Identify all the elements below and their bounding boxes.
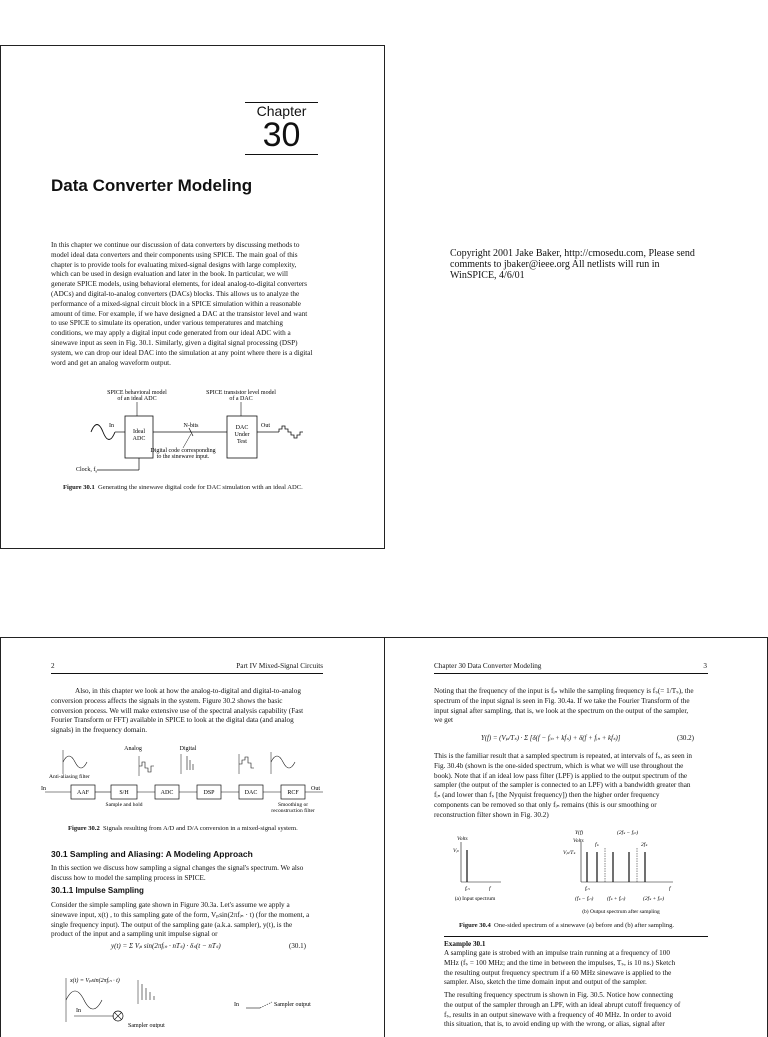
text-line: components can be removed so that only fᵢₙ remains (this is our smoothing or (434, 800, 657, 809)
text-line: book). Note that if an ideal low pass filter (LPF) is applied to the output spectrum of the (434, 771, 688, 780)
text-line: generate SPICE models, using behavioral elements, for ideal analog-to-digital converters (51, 280, 308, 289)
text-line: this situation, that is, to avoid ending up with the wrong, or alias, signal after (444, 1020, 665, 1029)
paragraph-1 (434, 687, 708, 726)
chapter-header: Chapter 30 Data Converter Modeling (434, 662, 542, 670)
f-label-2: f (669, 886, 671, 892)
header-rule (51, 673, 323, 674)
text-line: fₛ, results in an output sinewave with a frequency of 40 MHz. In order to avoid (444, 1010, 672, 1019)
fs-minus-label: (fₛ − fᵢₙ) (575, 896, 594, 902)
sample-hold-label: Sample and hold (105, 802, 143, 808)
text-line: discuss how to model the sampling process in SPICE. (51, 873, 206, 882)
text-line: we get (434, 716, 453, 725)
copyright-line: Copyright 2001 Jake Baker, http://cmosedu.com, Please send (450, 248, 695, 259)
text-line: product of the input and a sampling unit impulse signal or (51, 930, 218, 939)
adc-label: ADC (132, 436, 146, 442)
text-line: sampler. Also, sketch the time domain input and output of the sampler. (444, 978, 647, 987)
fs-plus-label: (fₛ + fᵢₙ) (607, 896, 626, 902)
sampler-output-label: Sampler output (128, 1023, 165, 1028)
subsection-paragraph (51, 901, 323, 940)
two-fs-plus-label: (2fₛ + fᵢₙ) (643, 896, 665, 902)
transistor-label-2: of a DAC (229, 396, 253, 402)
behavioral-label-2: of an ideal ADC (117, 396, 157, 402)
equation-30-2: Y(f) = (Vₚ/Tₛ) · Σ [δ(f − fᵢₙ + kfₛ) + δ(f + fᵢₙ + kfₛ)] (481, 735, 621, 742)
text-line: Fig. 30.4b (shown is the one-sided spectrum, which is what we will use throughout the (434, 761, 684, 770)
text-line: (ADCs) and digital-to-analog converters (DACs) blocks. This allows us to analyze the (51, 289, 300, 298)
chapter-rule-bottom (245, 154, 318, 155)
in-label: In (76, 1008, 81, 1014)
text-line: Noting that the frequency of the input is fᵢₙ while the sampling frequency is fₛ(= 1/Tₛ), the (434, 687, 694, 695)
text-line: Fourier Transform or FFT) available in SPICE to look at the digital data (and analog (51, 716, 294, 725)
chapter-title: Data Converter Modeling (51, 176, 253, 195)
ideal-label: Ideal (133, 429, 145, 435)
vp-label: Vₚ (453, 848, 459, 854)
text-line: amount of time. For example, if we have designed a DAC at the transistor level and want (51, 309, 308, 318)
caption-label: Figure 30.4 (459, 922, 491, 929)
page-number: 2 (51, 662, 55, 670)
xt-label: x(t) = Vₚsin(2πfᵢₙ · t) (70, 978, 120, 984)
text-line: conversion process. We will make extensive use of the spectral analysis capability (Fast (51, 706, 304, 715)
figure-30-2-caption (68, 825, 328, 832)
digital-code-label-2: to the sinewave input. (156, 454, 210, 460)
figure-30-3 (56, 972, 336, 1028)
text-line: The resulting frequency spectrum is shown in Fig. 30.5. Notice how connecting (444, 991, 674, 999)
text-line: the resulting output frequency spectrum if a 60 MHz sinewave is applied to the (444, 968, 672, 977)
figure-30-1 (71, 386, 321, 486)
page-number: 3 (703, 662, 707, 670)
text-line: MHz (fₛ = 100 MHz; and the time in between the impulses, Tₛ, is 10 ns.) Sketch (444, 958, 676, 967)
stair-output-icon (279, 426, 303, 438)
input-spectrum-label: (a) Input spectrum (454, 896, 496, 902)
caption-text: Generating the sinewave digital code for DAC simulation with an ideal ADC. (98, 484, 303, 491)
paragraph-1 (51, 687, 323, 736)
volts-label-2: Volts (573, 838, 584, 844)
sampler-output-label-2: Sampler output (274, 1002, 311, 1008)
figure-30-2 (41, 742, 331, 818)
part-title: Part IV Mixed-Signal Circuits (236, 662, 323, 670)
caption-label: Figure 30.2 (68, 825, 100, 832)
text-line: sampler (the output of the sampler is connected to an LPF) with a bandwidth greater than (434, 781, 691, 790)
text-line: performance of a mixed-signal circuit block in a SPICE simulation within a reasonable (51, 299, 301, 308)
text-line: chapter is to provide tools for evaluating mixed-signal designs with large complexity, (51, 260, 297, 269)
page-3 (384, 637, 768, 1037)
copyright-note (450, 248, 750, 281)
text-line: system, we can drop our ideal DAC into the simulation at any point where there is a digital (51, 348, 313, 357)
fin-label-2: fᵢₙ (585, 886, 590, 892)
in-label-2: In (234, 1002, 239, 1008)
text-line: This is the familiar result that a sampled spectrum is repeated, at intervals of fₛ, as seen in (434, 752, 692, 760)
intro-paragraph (51, 241, 323, 368)
sh-label: S/H (119, 790, 129, 796)
subsection-title: 30.1.1 Impulse Sampling (51, 886, 144, 895)
adc-label: ADC (160, 790, 174, 796)
text-line: input signal after sampling, that is, we look at the spectrum on the output of the sampler, (434, 706, 689, 715)
chapter-number: 30 (262, 116, 301, 154)
anti-alias-label: Anti-aliasing filter (49, 774, 90, 780)
fin-label: fᵢₙ (465, 886, 470, 892)
dsp-label: DSP (203, 790, 215, 796)
two-fs-label: 2fₛ (641, 842, 648, 848)
digital-label: Digital (179, 746, 197, 752)
text-line: fᵢₙ (and lower than fₛ [the Nyquist frequency]) then the higher order frequency (434, 791, 660, 800)
figure-30-1-caption (63, 484, 323, 491)
dac-label: DAC (235, 425, 249, 431)
section-paragraph (51, 864, 323, 884)
text-line: A sampling gate is strobed with an impulse train running at a frequency of 100 (444, 949, 670, 957)
text-line: model ideal data converters and their components using SPICE. The main goal of this (51, 250, 298, 259)
text-line: conditions, we may apply a digital input code generated from our ideal ADC with a (51, 329, 291, 338)
text-line: In this chapter we continue our discussion of data converters by discussing methods to (51, 241, 300, 249)
recon-label: reconstruction filter (271, 808, 315, 814)
caption-text: One-sided spectrum of a sinewave (a) before and (b) after sampling. (494, 922, 675, 929)
text-line: sinewave input as seen in Fig. 30.1. Similarly, given a digital signal processing (DSP) (51, 338, 298, 347)
analog-label: Analog (124, 746, 142, 752)
yf-label: Y(f) (575, 830, 584, 836)
behavioral-label: SPICE behavioral model (107, 390, 167, 396)
text-line: the output of the sampler through an LPF, with an ideal abrupt cutoff frequency of (444, 1000, 681, 1009)
out-label: Out (311, 786, 320, 792)
caption-label: Figure 30.1 (63, 484, 95, 491)
figure-30-4-caption (459, 922, 709, 929)
section-title: 30.1 Sampling and Aliasing: A Modeling Approach (51, 849, 253, 859)
copyright-line: comments to jbaker@ieee.org All netlists will run in (450, 259, 660, 270)
smoothing-label: Smoothing or (277, 802, 309, 808)
example-paragraph (444, 949, 708, 988)
text-line: In this section we discuss how sampling a signal changes the signal's spectrum. We also (51, 864, 304, 872)
test-label: Test (237, 439, 247, 445)
under-label: Under (234, 432, 250, 438)
output-spectrum-label: (b) Output spectrum after sampling (582, 909, 660, 915)
clock-label: Clock, $f_s$ (76, 467, 98, 474)
equation-number: (30.2) (677, 734, 694, 742)
copyright-line: WinSPICE, 4/6/01 (450, 270, 525, 281)
text-line: which can be used in design evaluation and later in the book. In particular, we will (51, 270, 289, 279)
in-label: In (109, 423, 114, 429)
text-line: Also, in this chapter we look at how the analog-to-digital and digital-to-analog (75, 687, 301, 695)
header-rule (434, 673, 708, 674)
paragraph-2 (434, 752, 708, 821)
transistor-label: SPICE transistor level model (206, 390, 276, 396)
example-paragraph-2 (444, 991, 708, 1030)
f-label: f (489, 886, 491, 892)
text-line: Consider the simple sampling gate shown in Figure 30.3a. Let's assume we apply a (51, 901, 290, 909)
text-line: single frequency input). The output of the sampling gate (a.k.a. sampler), y(t), is the (51, 920, 293, 929)
text-line: signals) in the frequency domain. (51, 726, 148, 735)
vp-ts-label: Vₚ/Tₛ (563, 850, 576, 856)
digital-code-label: Digital code corresponding (150, 448, 216, 454)
nbits-label: N-bits (183, 423, 199, 429)
caption-text: Signals resulting from A/D and D/A conversion in a mixed-signal system. (103, 825, 298, 832)
example-title: Example 30.1 (444, 940, 486, 948)
two-fs-minus-label: (2fₛ − fᵢₙ) (617, 830, 639, 836)
fs-label: fₛ (595, 842, 599, 848)
text-line: word and get an analog waveform output. (51, 358, 171, 367)
aaf-label: AAF (76, 790, 90, 796)
chapter-label: Chapter (256, 103, 307, 119)
page-2 (0, 637, 385, 1037)
equation-number: (30.1) (289, 942, 306, 950)
out-label: Out (261, 423, 270, 429)
text-line: spectrum of the input signal is seen in Fig. 30.4a. If we take the Fourier Transform of the (434, 696, 690, 705)
volts-label: Volts (457, 836, 468, 842)
in-label: In (41, 786, 46, 792)
text-line: to use SPICE to simulate its operation, under various temperatures and matching (51, 319, 283, 328)
text-line: conversion process affects the signals in the system. Figure 30.2 shows the basic (51, 696, 283, 705)
rcf-label: RCF (287, 790, 299, 796)
example-rule (444, 936, 708, 937)
text-line: reconstruction filter shown in Fig. 30.2) (434, 810, 549, 819)
equation-30-1: y(t) = Σ Vₚ sin(2πfᵢₙ · nTₛ) · δₛ(t − nTₛ) (111, 942, 221, 950)
page-1 (0, 45, 385, 549)
text-line: sinewave input, x(t) , to this sampling gate of the form, Vₚsin(2πfᵢₙ · t) (for the moment, a (51, 910, 310, 919)
dac-label: DAC (244, 790, 258, 796)
figure-30-4 (445, 824, 715, 916)
